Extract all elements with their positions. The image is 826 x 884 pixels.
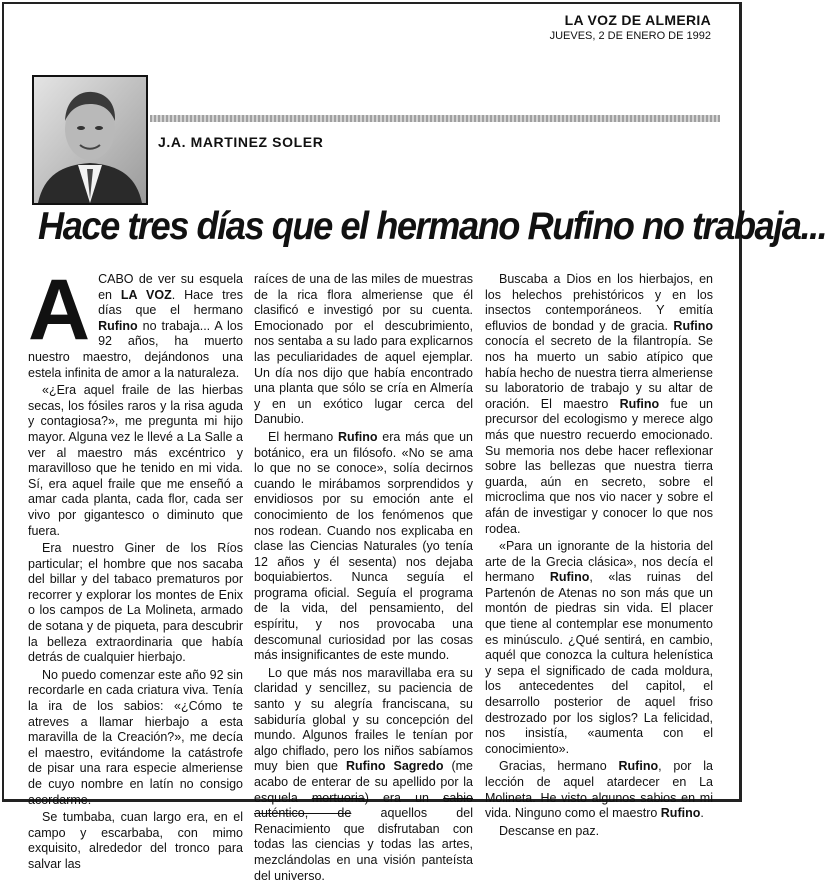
closing-line: Descanse en paz.	[499, 823, 600, 838]
paragraph: «Para un ignorante de la historia del arte de la Grecia clásica», nos decía el hermano Rufino, «las ruinas del Partenón de Atenas no son más que un montón de piedras sin vida. El placer que tiene al contemplar ese monumento es minúsculo. ¿Qué sentirá, en cambio, aquél que conozca la cultura helenística y sepa el significado de cada moldura, los antecedentes del capitol, el desarrollo posterior de aquel friso destrozado por los siglos? La felicidad, nos insistía, «aumenta con el conocimiento».	[485, 539, 713, 756]
author-portrait-image	[34, 77, 146, 203]
header-rule	[150, 115, 720, 122]
paragraph: Lo que más nos maravillaba era su claridad y sencillez, su paciencia de santo y su alegría franciscana, su sabiduría global y su concepción del mundo. Algunos frailes le tenían por algo chiflado, pero los niños sabíamos muy bien que Rufino Sagredo (me acabo de enterar de su apellido por la esquela mortuoria) era un sabio auténtico, de aquellos del Renacimiento que disfrutaban con todas las ciencias y todas las artes, mezclándolas en una visión panteísta del universo.	[254, 665, 473, 883]
paragraph: Era nuestro Giner de los Ríos particular; el hombre que nos sacaba del billar y del tabaco prematuros por recorrer y explorar los montes de Enix o los campos de La Molineta, armado de sotana y de piqueta, para descubrir la belleza extraordinaria que había detrás de cualquier hierbajo.	[28, 541, 243, 665]
paragraph: Buscaba a Dios en los hierbajos, en los helechos prehistóricos y en los insectos contemporáneos. Y emitía efluvios de bondad y de gracia. Rufino conocía el secreto de la filantropía. Se nos ha muerto un sabio atípico que había hecho de nuestra tierra almeriense su laboratorio de trabajo y su altar de oración. El maestro Rufino fue un precursor del ecologismo y merece algo más que nuestro recuerdo emocionado. Su memoria nos debe hacer reflexionar sobre las bellezas que nuestra tierra guarda, aún en secreto, sobre el microclima que nos vio nacer y sobre el afán de investigar y conocer lo que nos rodea.	[485, 272, 713, 536]
paragraph-continued: raíces de una de las miles de muestras de la rica flora almeriense que él clasificó e investigó por su cuenta. Emocionado por el descubrimiento, nos sentaba a su lado para explicarnos las peculiaridades de aquel ejemplar. Un día nos dijo que había encontrado una planta que sólo se cría en Almería y en un exótico lugar cerca del Danubio.	[254, 272, 473, 427]
paragraph: El hermano Rufino era más que un botánico, era un filósofo. «No se ama lo que no se conoce», solía decirnos cuando le mirábamos sorprendidos y envidiosos por su emoción ante el conocimiento de los fenómenos que nos rodean. Cuando nos explicaba en clase las Ciencias Naturales (yo tenía 12 años y él sesenta) nos dejaba boquiabiertos. Nunca seguía el programa oficial. Seguía el programa de la vida, del pensamiento, del espíritu, y nos provocaba una descomunal curiosidad por las cosas más insignificantes de este mundo.	[254, 429, 473, 663]
headline: Hace tres días que el hermano Rufino no trabaja...	[38, 205, 826, 248]
author-photo	[32, 75, 148, 205]
issue-date: JUEVES, 2 DE ENERO DE 1992	[549, 30, 711, 42]
paragraph: Se tumbaba, cuan largo era, en el campo y escarbaba, con mimo exquisito, alrededor del tronco para salvar las	[28, 810, 243, 871]
article-column-3	[485, 272, 713, 839]
paragraph: Gracias, hermano Rufino, por la lección de aquel atardecer en La Molineta. He visto algunos sabios en mi vida. Ninguno como el maestro Rufino.	[485, 759, 713, 821]
author-byline: J.A. MARTINEZ SOLER	[158, 134, 324, 150]
article-column-2	[254, 272, 473, 884]
paragraph: «¿Era aquel fraile de las hierbas secas, los fósiles raros y la risa aguda y contagiosa?», me pregunta mi hijo mayor. Alguna vez le llevé a La Salle a ver al maestro más excéntrico y maravilloso que he tenido en mi vida. Sí, era aquel fraile que me enseñó a amar cada planta, cada flor, cada ser vivo por gigantesco o diminuto que fuera.	[28, 383, 243, 538]
newspaper-name: LA VOZ DE ALMERIA	[564, 12, 711, 28]
article-column-1	[28, 262, 243, 873]
drop-cap: A	[28, 262, 91, 358]
paragraph: No puedo comenzar este año 92 sin recordarle en cada criatura viva. Tenía la ira de los sabios: «¿Cómo te atreves a llamar hierbajo a esta maravilla de la Creación?», me decía el maestro, evitándome la catástrofe de pisar una rara especie almeriense de cuyo nombre en latín no consigo acordarme.	[28, 667, 243, 807]
masthead	[550, 12, 711, 42]
paragraph: CABO de ver su esquela en LA VOZ. Hace tres días que el hermano Rufino no trabaja... A los 92 años, ha muerto nuestro maestro, dejándonos una estela infinita de amor a la naturaleza.	[28, 272, 243, 380]
